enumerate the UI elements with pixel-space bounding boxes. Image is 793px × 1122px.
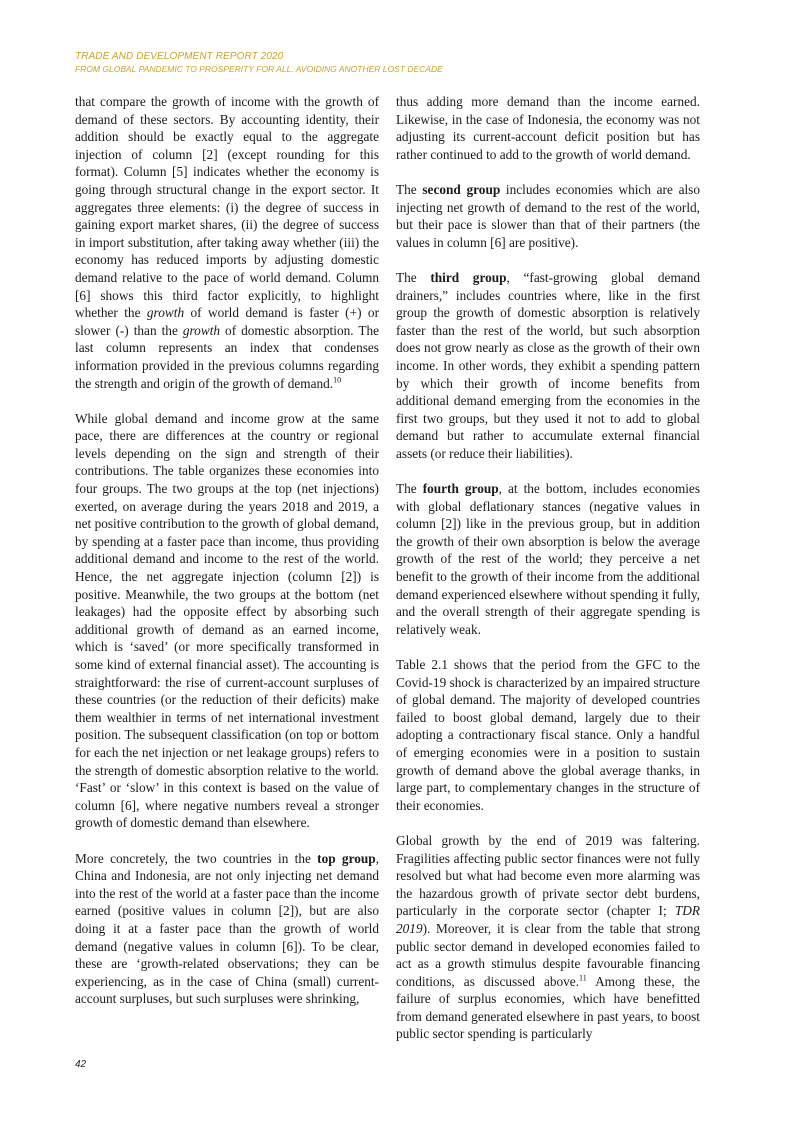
bold-term: fourth group <box>422 481 499 497</box>
bold-term: third group <box>430 269 507 285</box>
running-header <box>75 51 443 75</box>
paragraph: More concretely, the two countries in the top group, China and Indonesia, are not only injecting net demand into the rest of the world at a faster pace than the income earned (positive values in column [2]), but are also doing it at a faster pace than the growth of world demand (negative values in column [6]). To be clear, these are ‘growth-related observations; they can be experiencing, as in the case of China (small) current-account surpluses, but such surpluses were shrinking, <box>75 850 380 1007</box>
left-column <box>75 93 379 1008</box>
report-subtitle: FROM GLOBAL PANDEMIC TO PROSPERITY FOR ALL: AVOIDING ANOTHER LOST DECADE <box>75 64 443 74</box>
report-title: TRADE AND DEVELOPMENT REPORT 2020 <box>75 51 284 62</box>
paragraph: While global demand and income grow at the same pace, there are differences at the country or regional levels depending on the sign and strength of their contributions. The table organizes these economies into four groups. The two groups at the top (net injections) exerted, on average during the years 2018 and 2019, a net positive contribution to the growth of global demand, by spending at a faster pace than income, thus providing additional demand and income to the rest of the world. Hence, the net aggregate injection (column [2]) is positive. Meanwhile, the two groups at the bottom (net leakages) had the opposite effect by absorbing such additional growth of demand as an earned income, which is ‘saved’ (or more specifically transformed in some kind of external financial asset). The accounting is straightforward: the rise of current-account surpluses of these countries (or the reduction of their deficits) make them wealthier in terms of net international investment position. The subsequent classification (on top or bottom for each the net injection or net leakage groups) refers to the strength of domestic absorption relative to the world. ‘Fast’ or ‘slow’ in this context is based on the value of column [6], where negative numbers reveal a stronger growth of domestic demand than elsewhere. <box>75 410 379 831</box>
paragraph: Table 2.1 shows that the period from the GFC to the Covid-19 shock is characterized by an impaired structure of global demand. The majority of developed countries failed to boost global demand, largely due to their adopting a contractionary fiscal stance. Only a handful of emerging economies were in a position to sustain growth of demand above the global average thanks, in large part, to complementary changes in the structure of their economies. <box>396 657 700 813</box>
right-column <box>396 93 700 1043</box>
paragraph: The second group includes economies which are also injecting net growth of demand to the rest of the world, but their pace is slower than that of their partners (the values in column [6] are positive). <box>396 181 700 250</box>
paragraph: Global growth by the end of 2019 was faltering. Fragilities affecting public sector finances were not fully resolved but what had become even more alarming was the hazardous growth of private sector debt burdens, particularly in the corporate sector (chapter I; TDR 2019). Moreover, it is clear from the table that strong public sector demand in developed economies failed to act as a growth stimulus despite favourable financing conditions, as discussed above.$^{11}$ Among these, the failure of surplus economies, which have benefitted from demand generated elsewhere in past years, to boost public sector spending is particularly <box>396 832 700 1042</box>
footnote-ref: 11 <box>579 973 587 983</box>
paragraph: The third group, “fast-growing global demand drainers,” includes countries where, like in the first group the growth of domestic absorption is relatively faster than the rest of the world, but such absorption does not grow nearly as close as the growth of their own income. In other words, they exhibit a spending pattern by which their growth of income benefits from additional demand emerging from the economies in the first two groups, but they used it not to add to global demand but rather to accumulate external financial assets (or reduce their liabilities). <box>396 269 700 461</box>
paragraph: The fourth group, at the bottom, includes economies with global deflationary stances (negative values in column [2]) like in the previous group, but in addition the growth of their own absorption is below the average growth of the rest of the world; they perceive a net benefit to the growth of their income from the additional demand experienced elsewhere without spending it fully, and the overall strength of their aggregate spending is relatively weak. <box>396 481 700 637</box>
emphasis: growth <box>146 305 185 321</box>
bold-term: second group <box>422 181 501 197</box>
emphasis: TDR 2019 <box>396 903 700 936</box>
paragraph: that compare the growth of income with the growth of demand of these sectors. By accounting identity, their addition should be exactly equal to the aggregate injection of column [2] (except rounding for this format). Column [5] indicates whether the economy is going through structural change in the export sector. It aggregates three elements: (i) the degree of success in gaining export market shares, (ii) the degree of success in import substitution, after taking away whether (iii) the economy has reduced imports by adjusting domestic demand relative to the pace of world demand. Column [6] shows this third factor explicitly, to highlight whether the growth of world demand is faster (+) or slower (-) than the growth of domestic absorption. The last column represents an index that condenses information provided in the previous columns regarding the strength and origin of the growth of demand.$^{10}$ <box>75 94 380 391</box>
page-number: 42 <box>75 1059 87 1070</box>
bold-term: top group <box>317 850 376 866</box>
paragraph: thus adding more demand than the income earned. Likewise, in the case of Indonesia, the economy was not adjusting its current-account deficit position but has rather continued to add to the growth of world demand. <box>396 94 700 162</box>
emphasis: growth <box>182 322 221 338</box>
footnote-ref: 10 <box>333 375 342 385</box>
